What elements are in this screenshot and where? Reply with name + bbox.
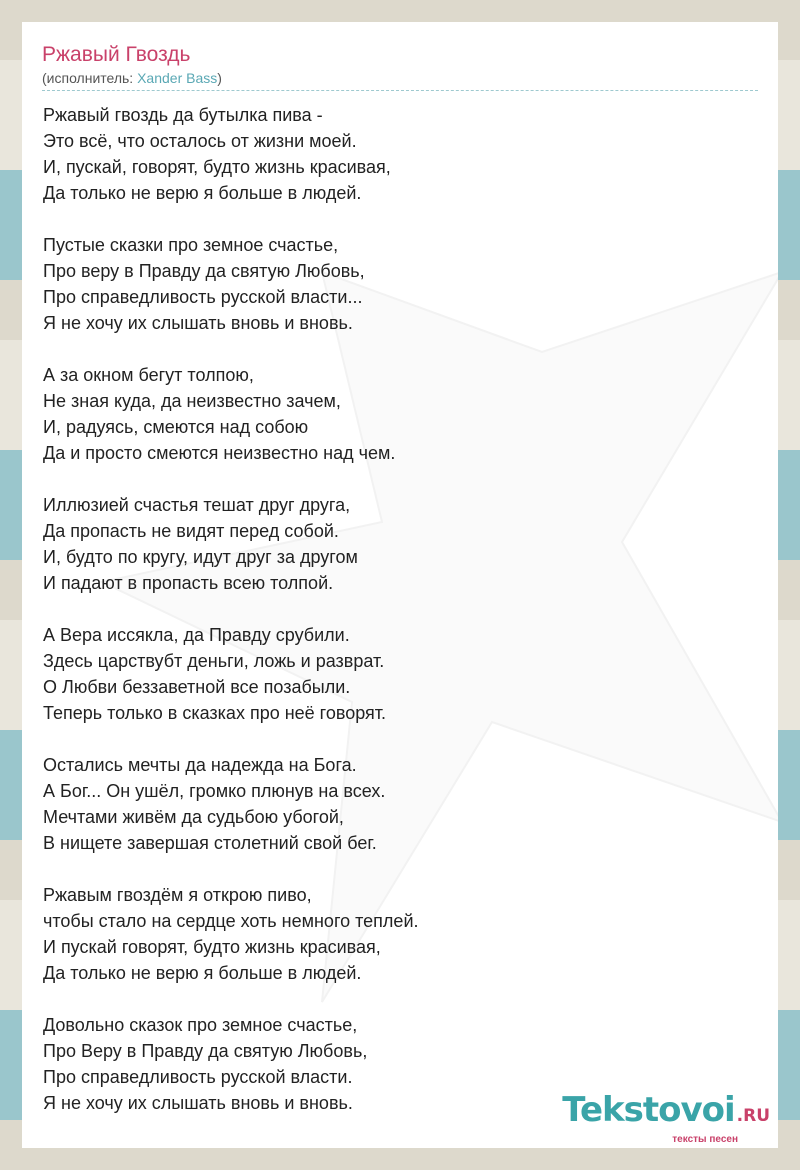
lyric-line: О Любви беззаветной все позабыли. bbox=[43, 677, 351, 697]
lyric-line: И, радуясь, смеются над собою bbox=[43, 417, 309, 437]
byline-suffix: ) bbox=[217, 70, 222, 86]
logo-tld: .RU bbox=[736, 1106, 770, 1126]
lyric-line: Про справедливость русской власти. bbox=[43, 1067, 353, 1087]
lyric-line: Я не хочу их слышать вновь и вновь. bbox=[43, 313, 353, 333]
lyric-line: А Вера иссякла, да Правду срубили. bbox=[43, 625, 350, 645]
site-logo[interactable] bbox=[560, 1090, 770, 1145]
lyric-line: Про Веру в Правду да святую Любовь, bbox=[43, 1041, 368, 1061]
lyric-line: Про справедливость русской власти... bbox=[43, 287, 363, 307]
lyric-line: И, будто по кругу, идут друг за другом bbox=[43, 547, 358, 567]
lyric-line: И пускай говорят, будто жизнь красивая, bbox=[43, 937, 381, 957]
lyric-line: Здесь царствубт деньги, ложь и разврат. bbox=[43, 651, 385, 671]
lyric-line: Теперь только в сказках про неё говорят. bbox=[43, 703, 387, 723]
lyric-line: чтобы стало на сердце хоть немного теплей. bbox=[43, 911, 419, 931]
lyric-line: И, пускай, говорят, будто жизнь красивая, bbox=[43, 157, 391, 177]
lyric-line: И падают в пропасть всею толпой. bbox=[43, 573, 334, 593]
lyric-line: Это всё, что осталось от жизни моей. bbox=[43, 131, 357, 151]
lyric-line: Ржавый гвоздь да бутылка пива - bbox=[43, 105, 323, 125]
lyric-line: Мечтами живём да судьбою убогой, bbox=[43, 807, 344, 827]
lyric-line: Остались мечты да надежда на Бога. bbox=[43, 755, 357, 775]
lyric-line: Иллюзией счастья тешат друг друга, bbox=[43, 495, 351, 515]
lyrics-stanza bbox=[43, 102, 743, 206]
lyric-line: Я не хочу их слышать вновь и вновь. bbox=[43, 1093, 353, 1113]
lyric-line: Ржавым гвоздём я открою пиво, bbox=[43, 885, 312, 905]
lyrics-text bbox=[43, 102, 743, 1142]
lyrics-card bbox=[22, 22, 778, 1148]
song-byline bbox=[42, 68, 758, 91]
logo-tagline: тексты песен bbox=[672, 1134, 738, 1145]
logo-name: Tekstovoi bbox=[562, 1090, 735, 1130]
lyric-line: Довольно сказок про земное счастье, bbox=[43, 1015, 358, 1035]
lyric-line: Да пропасть не видят перед собой. bbox=[43, 521, 339, 541]
lyric-line: Пустые сказки про земное счастье, bbox=[43, 235, 339, 255]
song-header bbox=[42, 42, 758, 91]
lyric-line: Да только не верю я больше в людей. bbox=[43, 963, 362, 983]
lyric-line: Да только не верю я больше в людей. bbox=[43, 183, 362, 203]
lyrics-stanza bbox=[43, 492, 743, 596]
lyric-line: Да и просто смеются неизвестно над чем. bbox=[43, 443, 396, 463]
lyrics-stanza bbox=[43, 232, 743, 336]
logo-wordmark bbox=[560, 1092, 770, 1134]
lyrics-stanza bbox=[43, 882, 743, 986]
byline-prefix: (исполнитель: bbox=[42, 70, 138, 86]
lyric-line: Про веру в Правду да святую Любовь, bbox=[43, 261, 365, 281]
lyric-line: В нищете завершая столетний свой бег. bbox=[43, 833, 377, 853]
artist-link[interactable]: Xander Bass bbox=[137, 70, 218, 86]
lyric-line: А за окном бегут толпою, bbox=[43, 365, 254, 385]
lyrics-stanza bbox=[43, 362, 743, 466]
lyric-line: А Бог... Он ушёл, громко плюнув на всех. bbox=[43, 781, 386, 801]
lyric-line: Не зная куда, да неизвестно зачем, bbox=[43, 391, 341, 411]
song-title: Ржавый Гвоздь bbox=[42, 43, 191, 66]
lyrics-stanza bbox=[43, 622, 743, 726]
lyrics-stanza bbox=[43, 752, 743, 856]
